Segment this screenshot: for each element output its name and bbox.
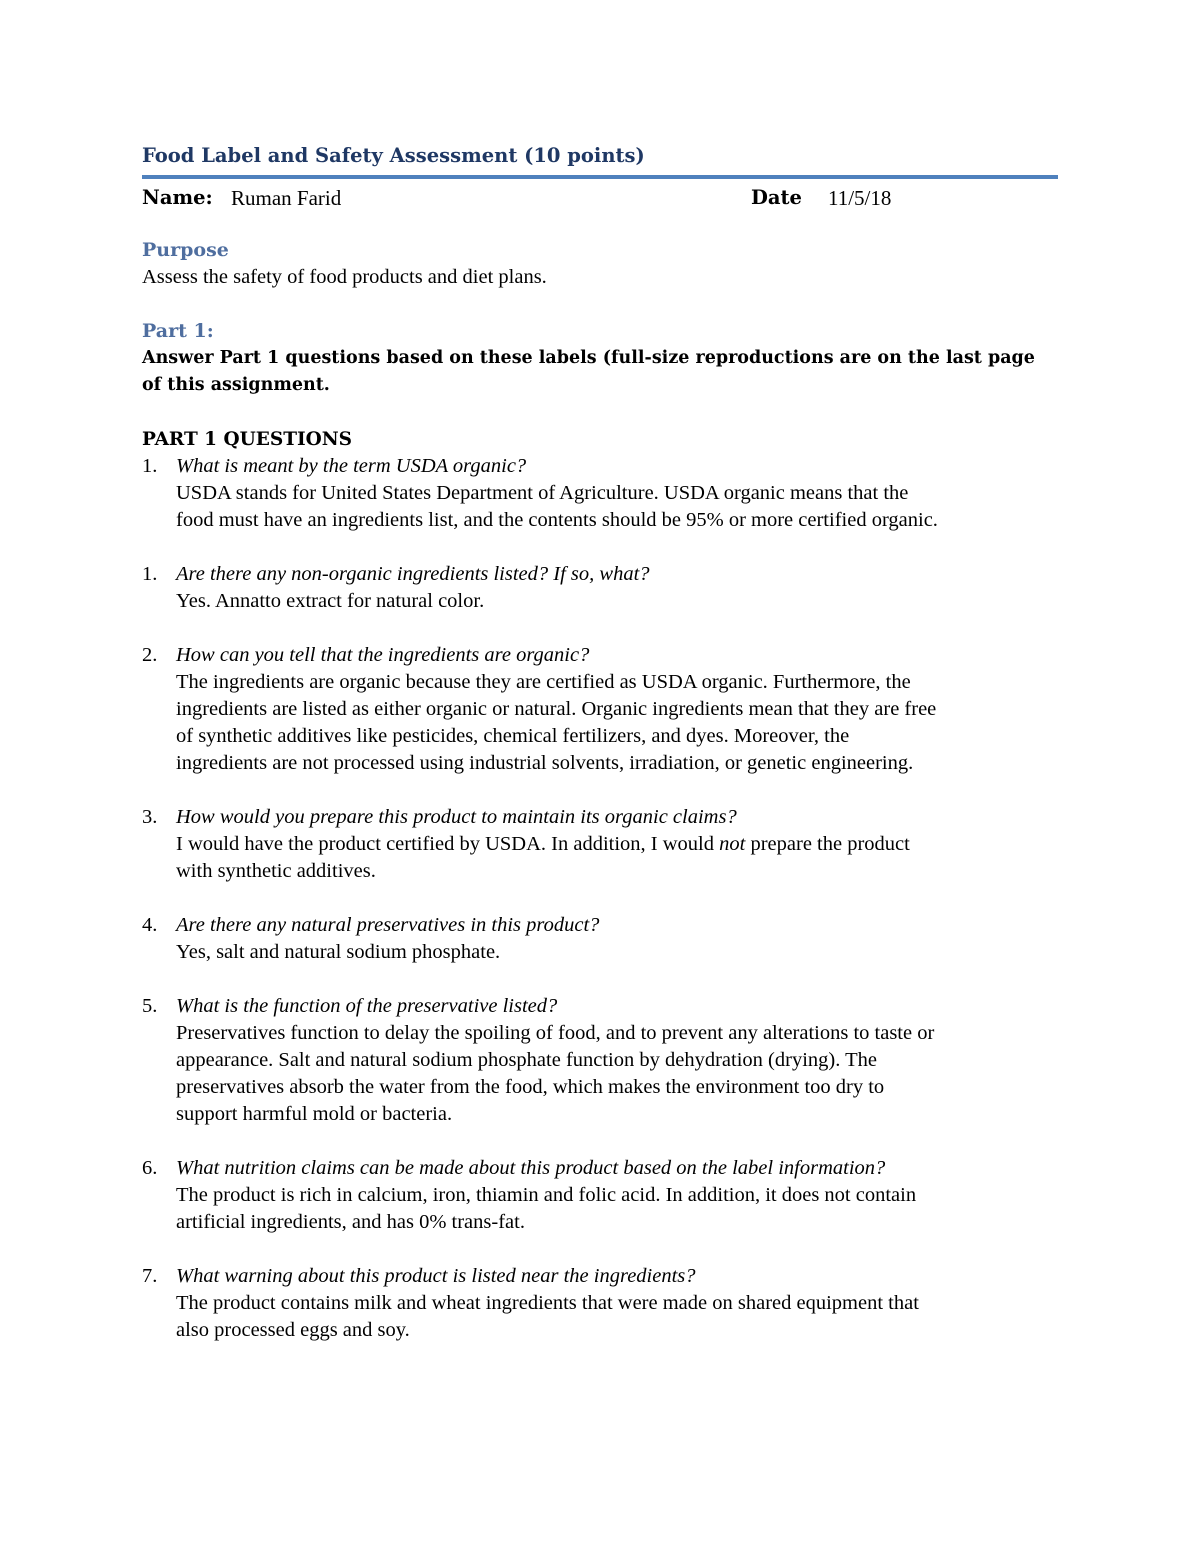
document-title: Food Label and Safety Assessment (10 points)	[142, 144, 645, 167]
part1-instruction-line2: of this assignment.	[142, 375, 330, 395]
purpose-heading: Purpose	[142, 239, 229, 261]
question-text: What is the function of the preservative listed?	[176, 995, 558, 1017]
question-number: 6.	[142, 1157, 158, 1179]
question-item	[142, 804, 1060, 885]
question-item	[142, 453, 1060, 534]
answer-text: I would have the product certified by USDA. In addition, I would	[176, 833, 720, 855]
questions-heading: PART 1 QUESTIONS	[142, 429, 353, 450]
name-label: Name:	[142, 186, 213, 209]
question-number: 3.	[142, 806, 158, 828]
question-item	[142, 642, 1060, 777]
answer-line: appearance. Salt and natural sodium phosphate function by dehydration (drying). The	[176, 1049, 877, 1071]
answer-line: The ingredients are organic because they are certified as USDA organic. Furthermore, the	[176, 671, 911, 693]
question-text: What is meant by the term USDA organic?	[176, 455, 527, 477]
answer-line: food must have an ingredients list, and the contents should be 95% or more certified organic.	[176, 509, 938, 531]
answer-line: ingredients are not processed using industrial solvents, irradiation, or genetic engineering.	[176, 752, 914, 774]
question-number: 7.	[142, 1265, 158, 1287]
question-text: Are there any non-organic ingredients listed? If so, what?	[176, 563, 650, 585]
part1-heading: Part 1:	[142, 320, 214, 342]
question-text: How would you prepare this product to maintain its organic claims?	[176, 806, 737, 828]
question-text: How can you tell that the ingredients are organic?	[176, 644, 590, 666]
answer-line: The product is rich in calcium, iron, thiamin and folic acid. In addition, it does not contain	[176, 1184, 917, 1206]
answer-line: of synthetic additives like pesticides, chemical fertilizers, and dyes. Moreover, the	[176, 725, 850, 747]
answer-line: ingredients are listed as either organic or natural. Organic ingredients mean that they are free	[176, 698, 937, 720]
question-text: Are there any natural preservatives in this product?	[176, 914, 600, 936]
question-item	[142, 993, 1060, 1128]
question-number: 4.	[142, 914, 158, 936]
date-label: Date	[751, 186, 802, 209]
question-item	[142, 1155, 1060, 1236]
answer-text: prepare the product	[745, 833, 910, 855]
part1-instruction-line1: Answer Part 1 questions based on these labels (full-size reproductions are on the last page	[142, 348, 1035, 368]
answer-line: also processed eggs and soy.	[176, 1319, 410, 1341]
name-value: Ruman Farid	[231, 186, 342, 210]
question-number: 2.	[142, 644, 158, 666]
answer-line: USDA stands for United States Department of Agriculture. USDA organic means that the	[176, 482, 909, 504]
title-underline	[142, 175, 1058, 179]
question-item	[142, 912, 1060, 966]
document-page	[142, 140, 1060, 1344]
answer-line: Yes. Annatto extract for natural color.	[176, 590, 485, 612]
answer-line: The product contains milk and wheat ingredients that were made on shared equipment that	[176, 1292, 919, 1314]
answer-line: artificial ingredients, and has 0% trans-fat.	[176, 1211, 525, 1233]
answer-line: support harmful mold or bacteria.	[176, 1103, 453, 1125]
question-text: What warning about this product is listed near the ingredients?	[176, 1265, 696, 1287]
question-text: What nutrition claims can be made about this product based on the label information?	[176, 1157, 886, 1179]
question-number: 1.	[142, 563, 158, 585]
question-number: 1.	[142, 455, 158, 477]
question-item	[142, 1263, 1060, 1344]
question-number: 5.	[142, 995, 158, 1017]
answer-line: preservatives absorb the water from the food, which makes the environment too dry to	[176, 1076, 885, 1098]
date-value: 11/5/18	[828, 186, 892, 210]
answer-line: with synthetic additives.	[176, 860, 376, 882]
name-date-row	[142, 182, 1060, 214]
answer-emphasis: not	[719, 833, 746, 855]
answer-line	[176, 831, 1060, 858]
answer-line: Preservatives function to delay the spoiling of food, and to prevent any alterations to taste or	[176, 1022, 935, 1044]
question-item	[142, 561, 1060, 615]
purpose-text: Assess the safety of food products and diet plans.	[142, 266, 547, 288]
answer-line: Yes, salt and natural sodium phosphate.	[176, 941, 501, 963]
